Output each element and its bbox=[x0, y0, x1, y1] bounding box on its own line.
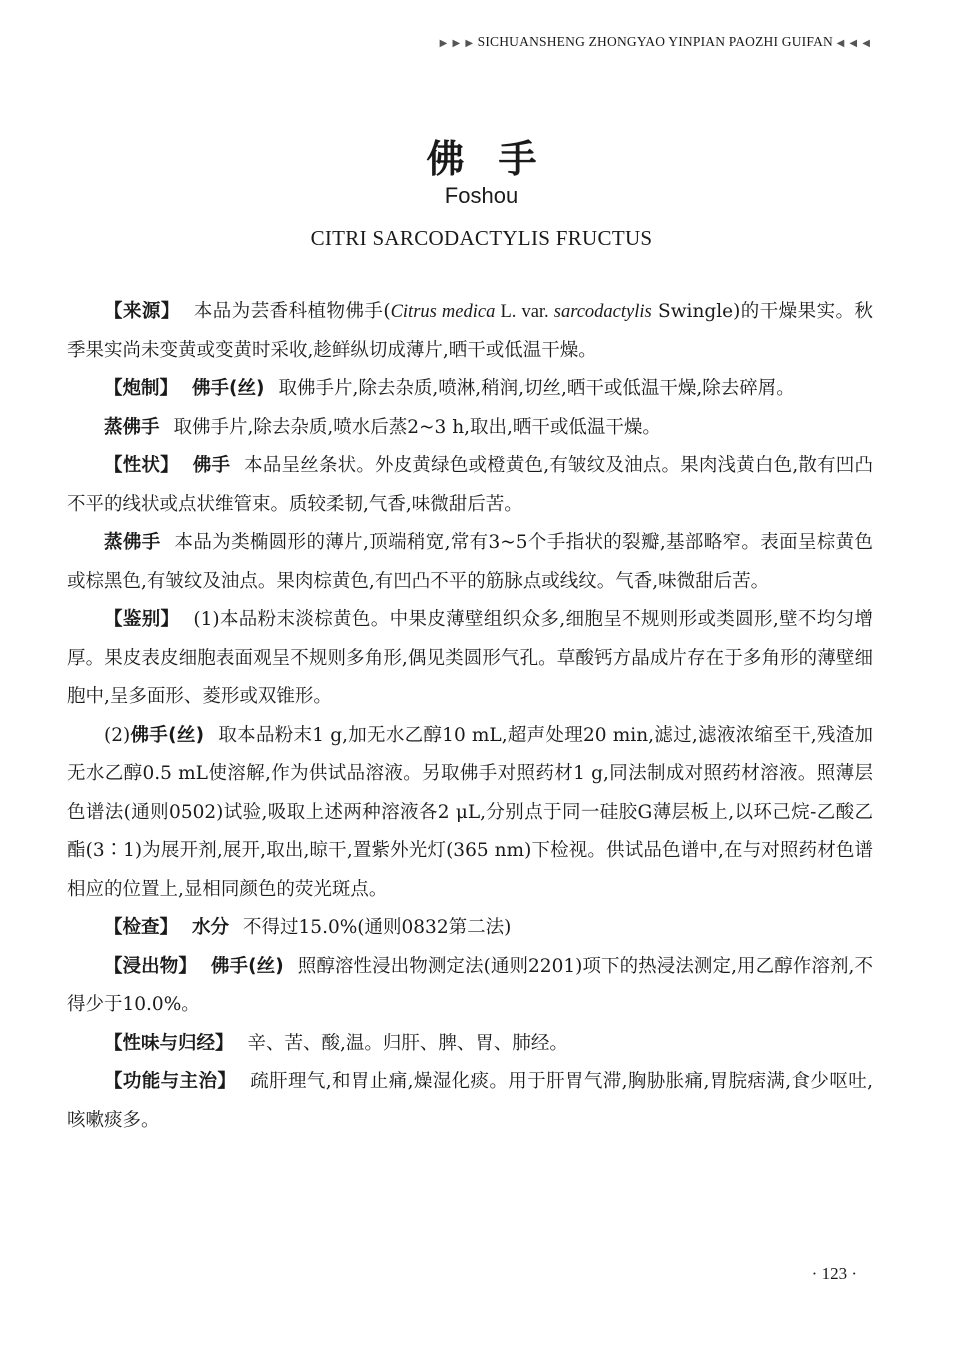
subsection-label: 蒸佛手 bbox=[104, 532, 161, 553]
source-text-2: L. var. bbox=[495, 302, 554, 322]
section-tag: 【浸出物】 bbox=[104, 955, 197, 977]
section-tag: 【来源】 bbox=[104, 301, 180, 322]
identification-2-prefix: (2) bbox=[104, 724, 131, 746]
identification-2-text: 取本品粉末1 g,加无水乙醇10 mL,超声处理20 min,滤过,滤液浓缩至干,残渣加无水乙醇0.5 mL使溶解,作为供试品溶液。另取佛手对照药材1 g,同法制成对照药材溶液。照薄层色谱法(通则0502)试验,吸取上述两种溶液各2 μL,分别点于同一硅胶G薄层板上,以环己烷-乙酸乙酯(3∶1)为展开剂,展开,取出,晾干,置紫外光灯(365 nm)下检视。供试品色谱中,在与对照药材色谱相应的位置上,显相同颜色的荧光斑点。 bbox=[67, 724, 873, 900]
nature-text: 辛、苦、酸,温。归肝、脾、胃、肺经。 bbox=[247, 1032, 568, 1054]
subsection-label: 水分 bbox=[192, 917, 230, 938]
subsection-label: 蒸佛手 bbox=[104, 416, 160, 438]
section-function bbox=[67, 1063, 873, 1140]
section-tag: 【炮制】 bbox=[104, 378, 179, 399]
section-processing bbox=[67, 370, 873, 409]
section-extract bbox=[67, 948, 873, 1025]
section-nature bbox=[67, 1025, 873, 1064]
section-tag: 【鉴别】 bbox=[104, 609, 180, 630]
section-inspection bbox=[67, 909, 873, 948]
section-character bbox=[67, 447, 873, 524]
page-number: · 123 · bbox=[811, 1264, 857, 1283]
running-header bbox=[0, 34, 963, 56]
pinyin-name: Foshou bbox=[444, 183, 519, 208]
section-tag: 【性状】 bbox=[104, 455, 179, 476]
steamed-text: 取佛手片,除去杂质,喷水后蒸2~3 h,取出,晒干或低温干燥。 bbox=[173, 416, 661, 438]
subsection-label: 佛手(丝) bbox=[130, 724, 205, 746]
monograph-body bbox=[67, 293, 873, 1140]
header-title: SICHUANSHENG ZHONGYAO YINPIAN PAOZHI GUIFAN bbox=[477, 34, 833, 49]
identification-text: (1)本品粉末淡棕黄色。中果皮薄壁组织众多,细胞呈不规则形或类圆形,壁不均匀增厚。果皮表皮细胞表面观呈不规则多角形,偶见类圆形气孔。草酸钙方晶成片存在于多角形的薄壁细胞中,呈多面形、菱形或双锥形。 bbox=[67, 609, 873, 707]
subsection-label: 佛手 bbox=[192, 455, 231, 476]
processing-text: 取佛手片,除去杂质,喷淋,稍润,切丝,晒干或低温干燥,除去碎屑。 bbox=[278, 378, 795, 399]
source-text-1: 本品为芸香科植物佛手( bbox=[193, 301, 391, 322]
function-text: 疏肝理气,和胃止痛,燥湿化痰。用于肝胃气滞,胸胁胀痛,胃脘痞满,食少呕吐,咳嗽痰多。 bbox=[67, 1071, 873, 1131]
extract-text: 照醇溶性浸出物测定法(通则2201)项下的热浸法测定,用乙醇作溶剂,不得少于10.0%。 bbox=[67, 955, 873, 1015]
subsection-label: 佛手(丝) bbox=[192, 378, 265, 399]
section-tag: 【功能与主治】 bbox=[104, 1071, 237, 1092]
running-header-text bbox=[440, 34, 871, 50]
species-name-italic: Citrus medica bbox=[390, 302, 496, 322]
character-text: 本品呈丝条状。外皮黄绿色或橙黄色,有皱纹及油点。果肉浅黄白色,散有凹凸不平的线状或点状维管束。质较柔韧,气香,味微甜后苦。 bbox=[67, 455, 873, 515]
source-text-3: Swingle)的干燥果实。秋季果实尚未变黄或变黄时采收,趁鲜纵切成薄片,晒干或低温干燥。 bbox=[67, 301, 873, 361]
latin-name: CITRI SARCODACTYLIS FRUCTUS bbox=[310, 226, 653, 250]
section-source bbox=[67, 293, 873, 370]
variety-name-italic: sarcodactylis bbox=[553, 302, 652, 322]
section-tag: 【性味与归经】 bbox=[104, 1032, 234, 1054]
subsection-label: 佛手(丝) bbox=[210, 955, 284, 977]
inspection-text: 不得过15.0%(通则0832第二法) bbox=[243, 917, 512, 938]
header-left-arrows-icon: ▶ ▶ ▶ bbox=[439, 38, 475, 49]
character-steamed-text: 本品为类椭圆形的薄片,顶端稍宽,常有3~5个手指状的裂瓣,基部略窄。表面呈棕黄色或棕黑色,有皱纹及油点。果肉棕黄色,有凹凸不平的筋脉点或线纹。气香,味微甜后苦。 bbox=[67, 532, 873, 592]
section-steamed bbox=[67, 409, 873, 448]
section-tag: 【检查】 bbox=[104, 917, 179, 938]
page-title: 佛手 bbox=[426, 137, 571, 181]
section-identification-2 bbox=[67, 717, 873, 910]
section-identification bbox=[67, 601, 873, 717]
header-right-arrows-icon: ◀ ◀ ◀ bbox=[836, 38, 871, 49]
section-character-steamed bbox=[67, 524, 873, 601]
